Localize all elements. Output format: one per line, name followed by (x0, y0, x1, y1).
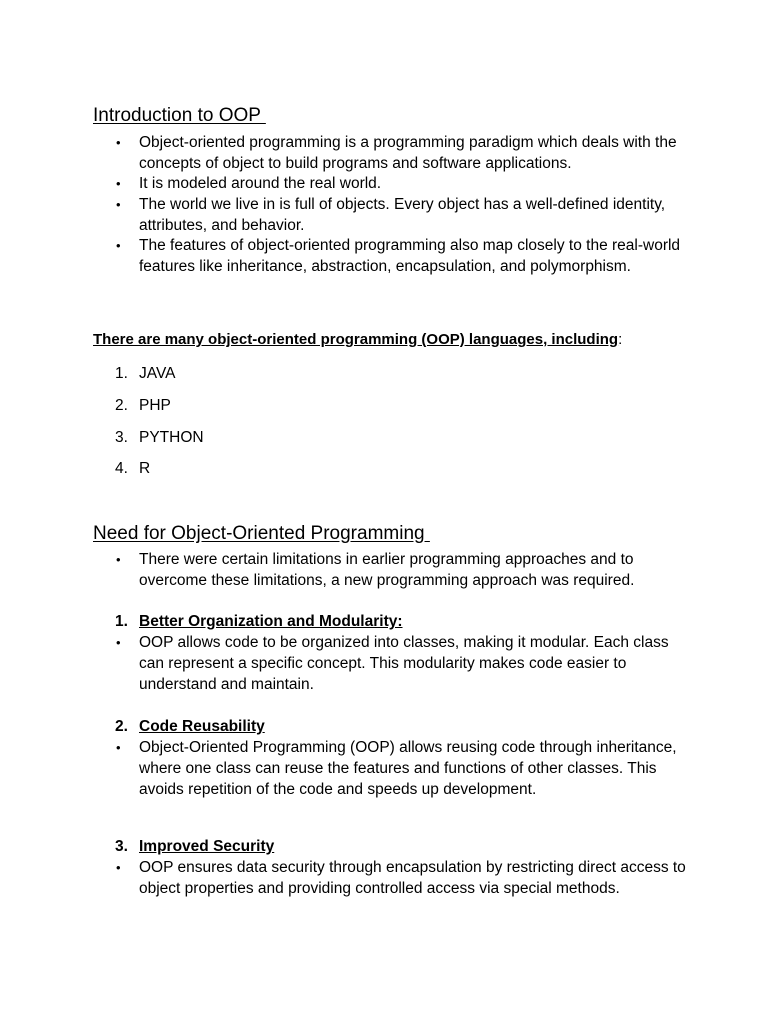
bullet-icon: • (116, 197, 121, 212)
languages-intro (93, 330, 622, 350)
bullet-text: Object-oriented programming is a programming paradigm which deals with the concepts of object to build programs and software applications. (139, 134, 677, 172)
bullet-item (115, 235, 695, 277)
language-label: PHP (139, 397, 171, 414)
list-number: 1. (115, 613, 128, 630)
list-number: 3. (115, 838, 128, 855)
bullet-text: There were certain limitations in earlier programming approaches and to overcome these limitations, a new programming approach was required. (139, 551, 635, 589)
language-item-java (115, 363, 695, 384)
bullet-text: OOP ensures data security through encapsulation by restricting direct access to object properties and providing controlled access via special methods. (139, 859, 686, 897)
bullet-text: OOP allows code to be organized into classes, making it modular. Each class can represent a specific concept. This modularity makes code easier to understand and maintain. (139, 634, 669, 693)
bullet-icon: • (116, 552, 121, 567)
bullet-item (115, 737, 695, 800)
bullet-item (115, 632, 695, 695)
bullet-text: It is modeled around the real world. (139, 175, 382, 192)
bullet-icon: • (116, 238, 121, 253)
language-label: JAVA (139, 365, 176, 382)
bullet-icon: • (116, 135, 121, 150)
languages-intro-colon: : (618, 331, 623, 348)
bullet-icon: • (116, 740, 121, 755)
bullet-item (115, 549, 695, 591)
language-label: R (139, 460, 151, 477)
heading-need-for-oop: Need for Object-Oriented Programming (93, 523, 430, 544)
bullet-item (115, 194, 695, 236)
language-label: PYTHON (139, 429, 204, 446)
bullet-icon: • (116, 176, 121, 191)
bullet-icon: • (116, 635, 121, 650)
point-title-2 (115, 716, 695, 737)
point-title-text: Improved Security (139, 838, 275, 855)
heading-introduction-to-oop: Introduction to OOP (93, 105, 266, 126)
list-number: 3. (115, 429, 128, 446)
bullet-item (115, 857, 695, 899)
point-title-1 (115, 611, 695, 632)
bullet-text: The world we live in is full of objects. Every object has a well-defined identity, attributes, and behavior. (139, 196, 666, 234)
bullet-icon: • (116, 860, 121, 875)
bullet-text: Object-Oriented Programming (OOP) allows reusing code through inheritance, where one class can reuse the features and functions of other classes. This avoids repetition of the code and speeds up development. (139, 739, 677, 798)
list-number: 2. (115, 397, 128, 414)
list-number: 2. (115, 718, 128, 735)
bullet-text: The features of object-oriented programming also map closely to the real-world features like inheritance, abstraction, encapsulation, and polymorphism. (139, 237, 681, 275)
language-item-r (115, 458, 695, 479)
bullet-item (115, 132, 695, 174)
list-number: 1. (115, 365, 128, 382)
language-item-php (115, 395, 695, 416)
languages-intro-text: There are many object-oriented programming (OOP) languages, including (93, 331, 619, 348)
language-item-python (115, 427, 695, 448)
point-title-text: Code Reusability (139, 718, 265, 735)
list-number: 4. (115, 460, 128, 477)
point-title-text: Better Organization and Modularity: (139, 613, 403, 630)
bullet-item (115, 173, 695, 194)
point-title-3 (115, 836, 695, 857)
